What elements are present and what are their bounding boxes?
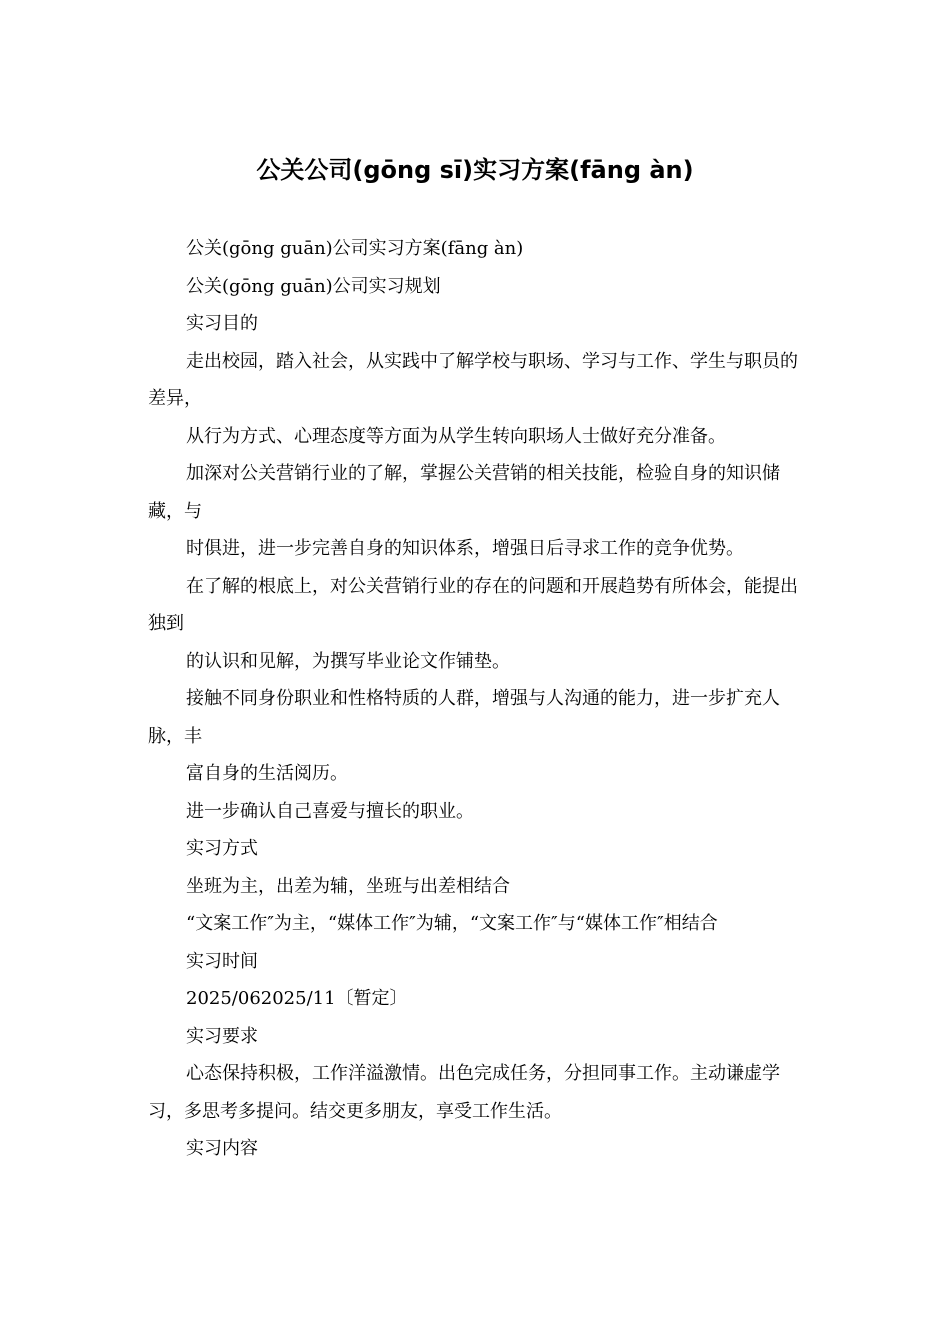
paragraph: 富自身的生活阅历。 bbox=[186, 763, 348, 784]
paragraph: 的认识和见解，为撰写毕业论文作铺垫。 bbox=[186, 650, 510, 672]
section-heading: 实习方式 bbox=[186, 838, 258, 859]
paragraph: 接触不同身份职业和性格特质的人群，增强与人沟通的能力，进一步扩充人脉，丰 bbox=[148, 688, 780, 747]
paragraph: 2025/062025/11〔暂定〕 bbox=[186, 988, 408, 1009]
paragraph: 进一步确认自己喜爱与擅长的职业。 bbox=[186, 800, 474, 822]
paragraph: 从行为方式、心理态度等方面为从学生转向职场人士做好充分准备。 bbox=[186, 425, 726, 447]
paragraph: 坐班为主，出差为辅，坐班与出差相结合 bbox=[186, 875, 510, 897]
paragraph: 加深对公关营销行业的了解，掌握公关营销的相关技能，检验自身的知识储藏，与 bbox=[148, 463, 780, 522]
paragraph: 公关(gōng guān)公司实习方案(fāng àn) bbox=[186, 238, 524, 259]
section-heading: 实习时间 bbox=[186, 950, 258, 972]
section-heading: 实习要求 bbox=[186, 1025, 258, 1047]
document-body bbox=[148, 230, 802, 1168]
paragraph: 心态保持积极，工作洋溢激情。出色完成任务，分担同事工作。主动谦虚学习，多思考多提问。结交更多朋友，享受工作生活。 bbox=[148, 1063, 780, 1122]
section-heading: 实习目的 bbox=[186, 313, 258, 334]
paragraph: “文案工作″为主，“媒体工作″为辅，“文案工作″与“媒体工作″相结合 bbox=[186, 913, 718, 934]
paragraph: 在了解的根底上，对公关营销行业的存在的问题和开展趋势有所体会，能提出独到 bbox=[148, 575, 798, 634]
paragraph: 走出校园，踏入社会，从实践中了解学校与职场、学习与工作、学生与职员的差异， bbox=[148, 350, 798, 409]
paragraph: 公关(gōng guān)公司实习规划 bbox=[186, 275, 441, 297]
document-title: 公关公司(gōng sī)实习方案(fāng àn) bbox=[256, 156, 694, 184]
paragraph: 时俱进，进一步完善自身的知识体系，增强日后寻求工作的竞争优势。 bbox=[186, 538, 744, 559]
section-heading: 实习内容 bbox=[186, 1138, 258, 1159]
